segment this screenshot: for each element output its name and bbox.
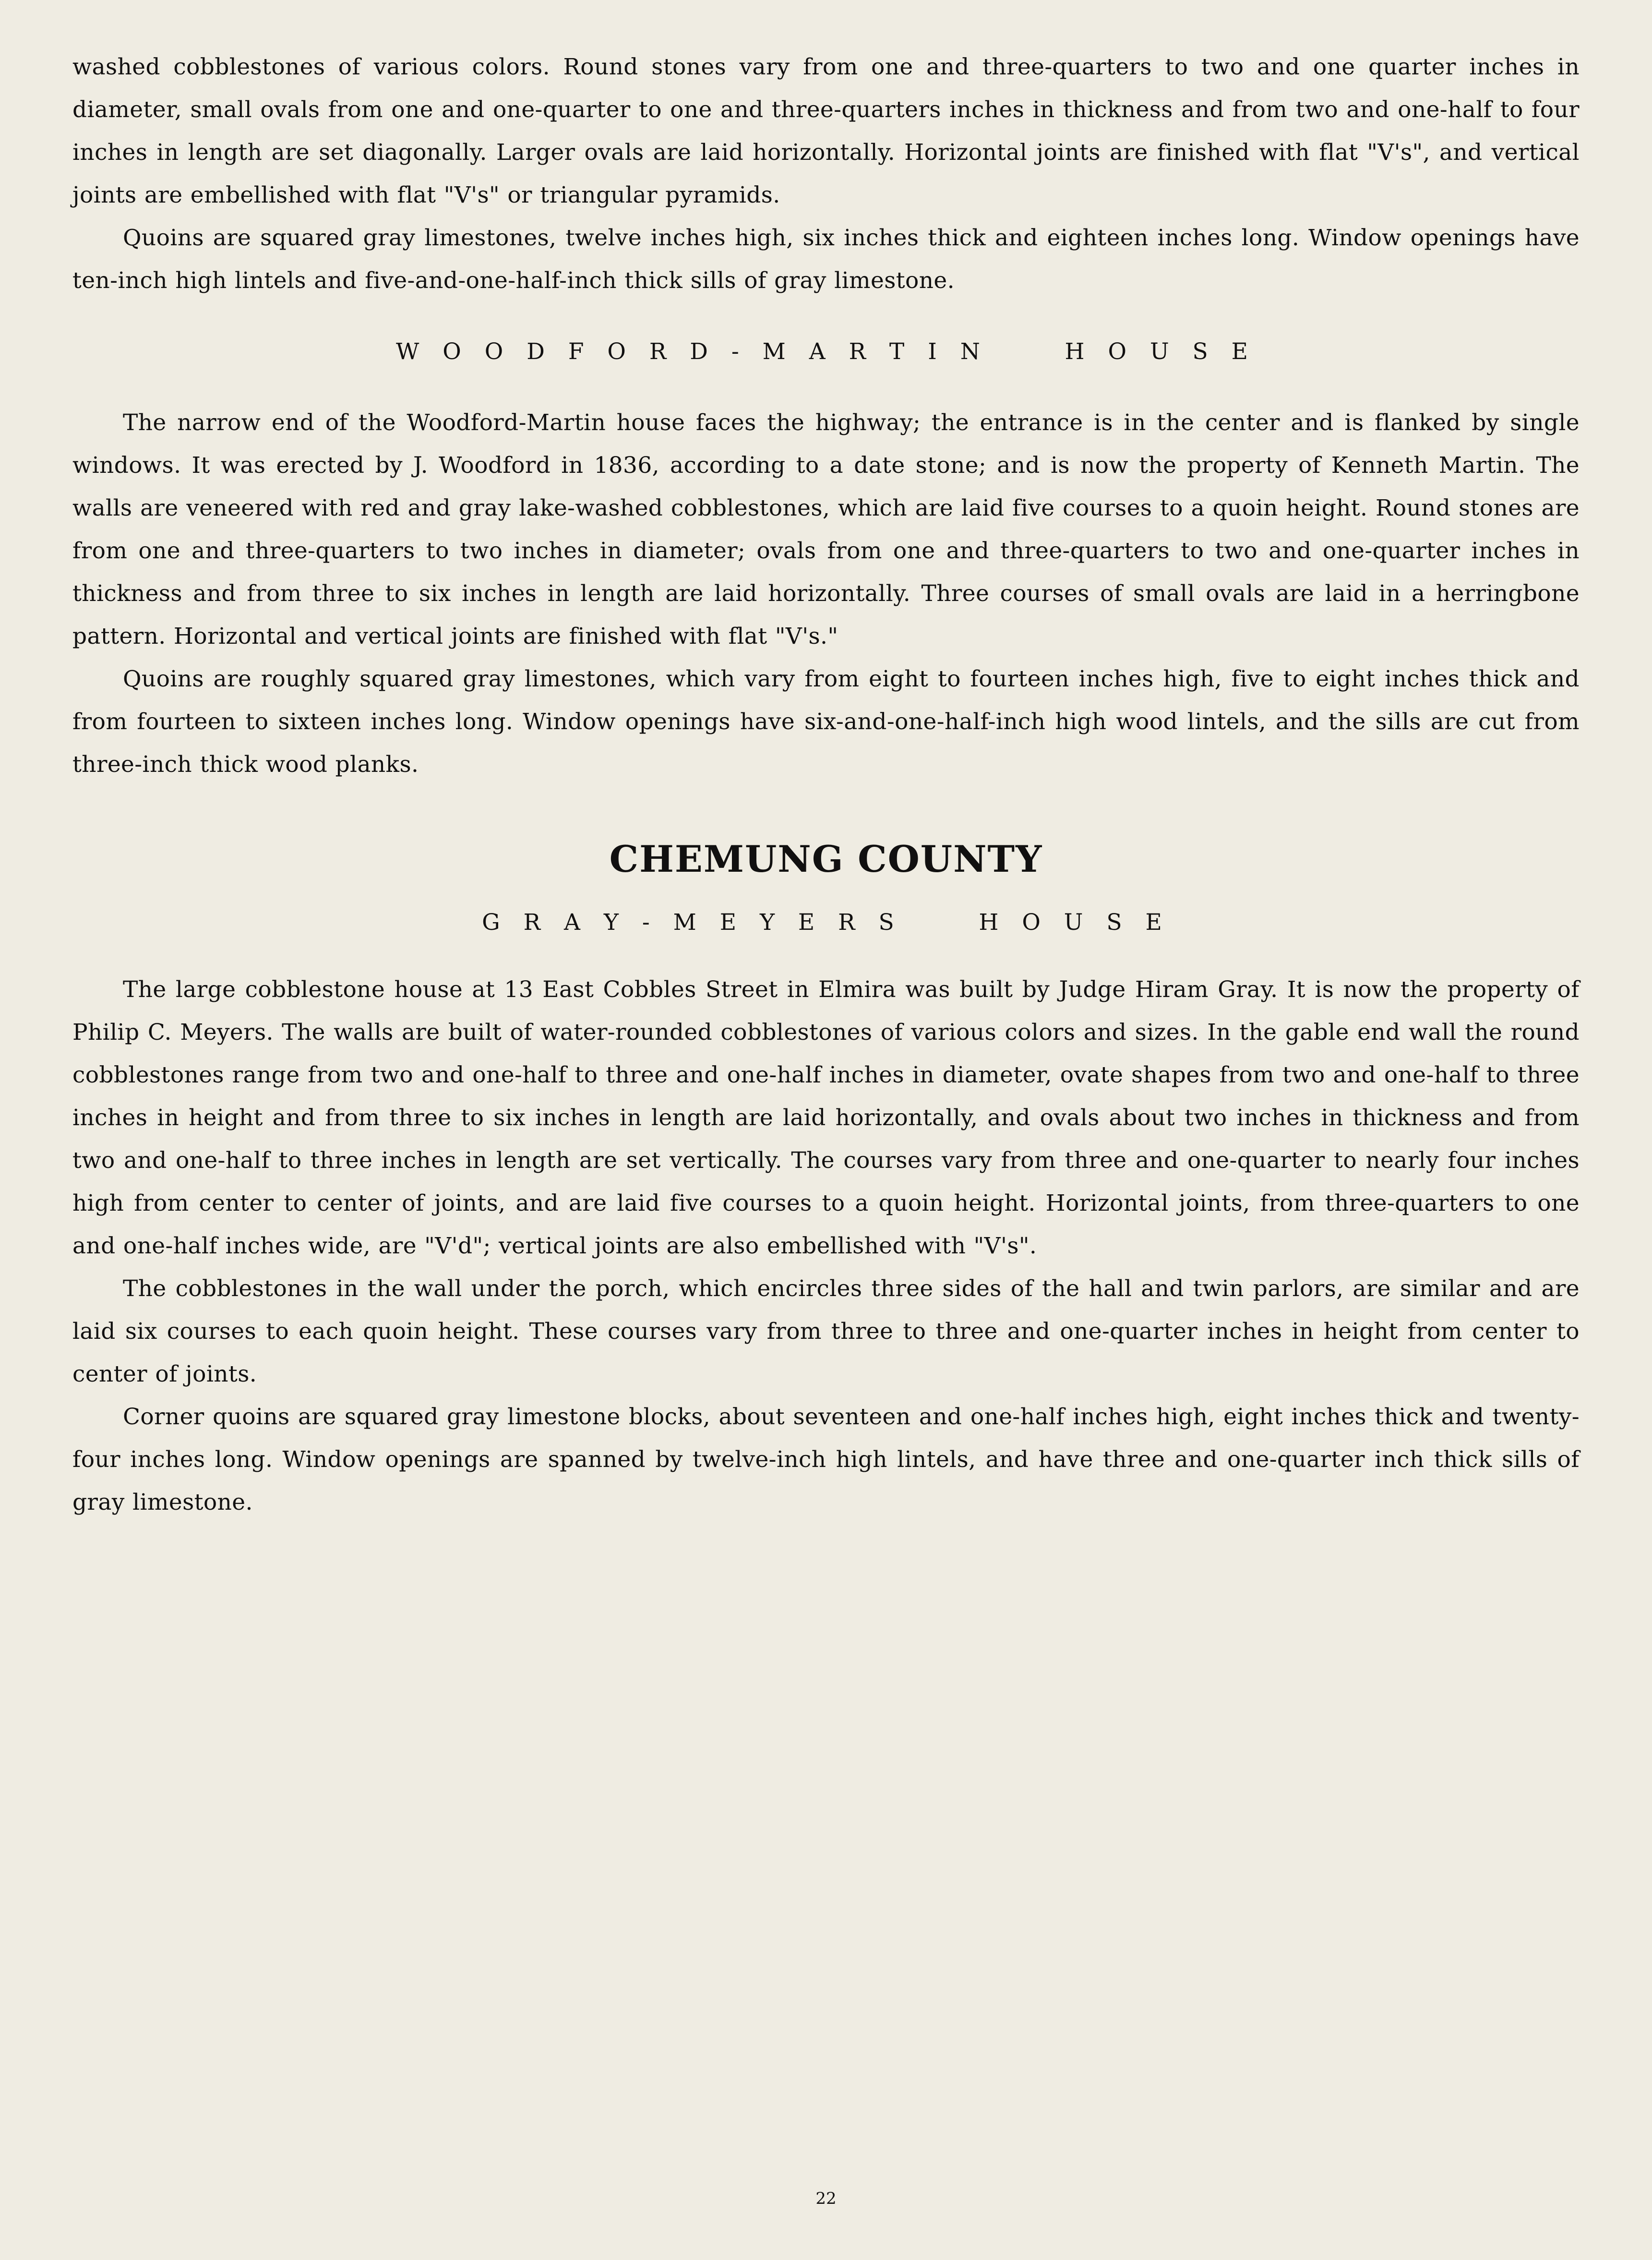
paragraph-woodford-description: The narrow end of the Woodford-Martin house faces the highway; the entrance is in the center and is flanked by single windows. It was erected by J. Woodford in 1836, according to a date stone; and is now the property of Kenneth Martin. The walls are veneered with red and gray lake-washed cobblestones, which are laid five courses to a quoin height. Round stones are from one and three-quarters to two inches in diameter; ovals from one and three-quarters to two and one-quarter inches in thickness and from three to six inches in length are laid horizontally. Three courses of small ovals are laid in a herringbone pattern. Horizontal and vertical joints are finished with flat "V's." [72, 409, 1580, 649]
spacer-after-gray-heading [72, 936, 1580, 968]
paragraph-gray-description: The large cobblestone house at 13 East Cobbles Street in Elmira was built by Judge Hiram Gray. It is now the property of Philip C. Meyers. The walls are built of water-rounded cobblestones of various colors and sizes. In the gable end wall the round cobblestones range from two and one-half to three and one-half inches in diameter, ovate shapes from two and one-half to three inches in height and from three to six inches in length are laid horizontally, and ovals about two inches in thickness and from two and one-half to three inches in length are set vertically. The courses vary from three and one-quarter to nearly four inches high from center to center of joints, and are laid five courses to a quoin height. Horizontal joints, from three-quarters to one and one-half inches wide, are "V'd"; vertical joints are also embellished with "V's". [72, 976, 1580, 1259]
heading-chemung-county: CHEMUNG COUNTY [609, 838, 1043, 880]
paragraph-quoins-intro: Quoins are squared gray limestones, twelve inches high, six inches thick and eighteen inches long. Window openings have ten-inch high lintels and five-and-one-half-inch thick sills of gray limestone. [72, 225, 1580, 294]
heading-woodford-martin-house: W O O D F O R D - M A R T I N H O U S E [396, 338, 1256, 365]
paragraph-woodford-quoins: Quoins are roughly squared gray limestones, which vary from eight to fourteen inches high, five to eight inches thick and from fourteen to sixteen inches long. Window openings have six-and-one-half-inch high wood lintels, and the sills are cut from three-inch thick wood planks. [72, 666, 1580, 778]
paragraph-gray-porch: The cobblestones in the wall under the porch, which encircles three sides of the hall and twin parlors, are similar and are laid six courses to each quoin height. These courses vary from three to three and one-quarter inches in height from center to center of joints. [72, 1275, 1580, 1387]
spacer-after-woodford-heading [72, 365, 1580, 401]
spacer-after-county-heading [72, 880, 1580, 909]
text-column [72, 46, 1580, 1524]
paragraph-gray-quoins: Corner quoins are squared gray limestone blocks, about seventeen and one-half inches high, eight inches thick and twenty-four inches long. Window openings are spanned by twelve-inch high lintels, and have three and one-quarter inch thick sills of gray limestone. [72, 1404, 1580, 1515]
spacer-before-woodford-heading [72, 302, 1580, 338]
paragraph-continuation: washed cobblestones of various colors. Round stones vary from one and three-quarters to two and one quarter inches in diameter, small ovals from one and one-quarter to one and three-quarters inches in thickness and from two and one-half to four inches in length are set diagonally. Larger ovals are laid horizontally. Horizontal joints are finished with flat "V's", and vertical joints are embellished with flat "V's" or triangular pyramids. [72, 54, 1580, 208]
spacer-before-county-heading [72, 786, 1580, 838]
heading-gray-meyers-house: G R A Y - M E Y E R S H O U S E [482, 909, 1170, 936]
page-number: 22 [815, 2189, 837, 2208]
